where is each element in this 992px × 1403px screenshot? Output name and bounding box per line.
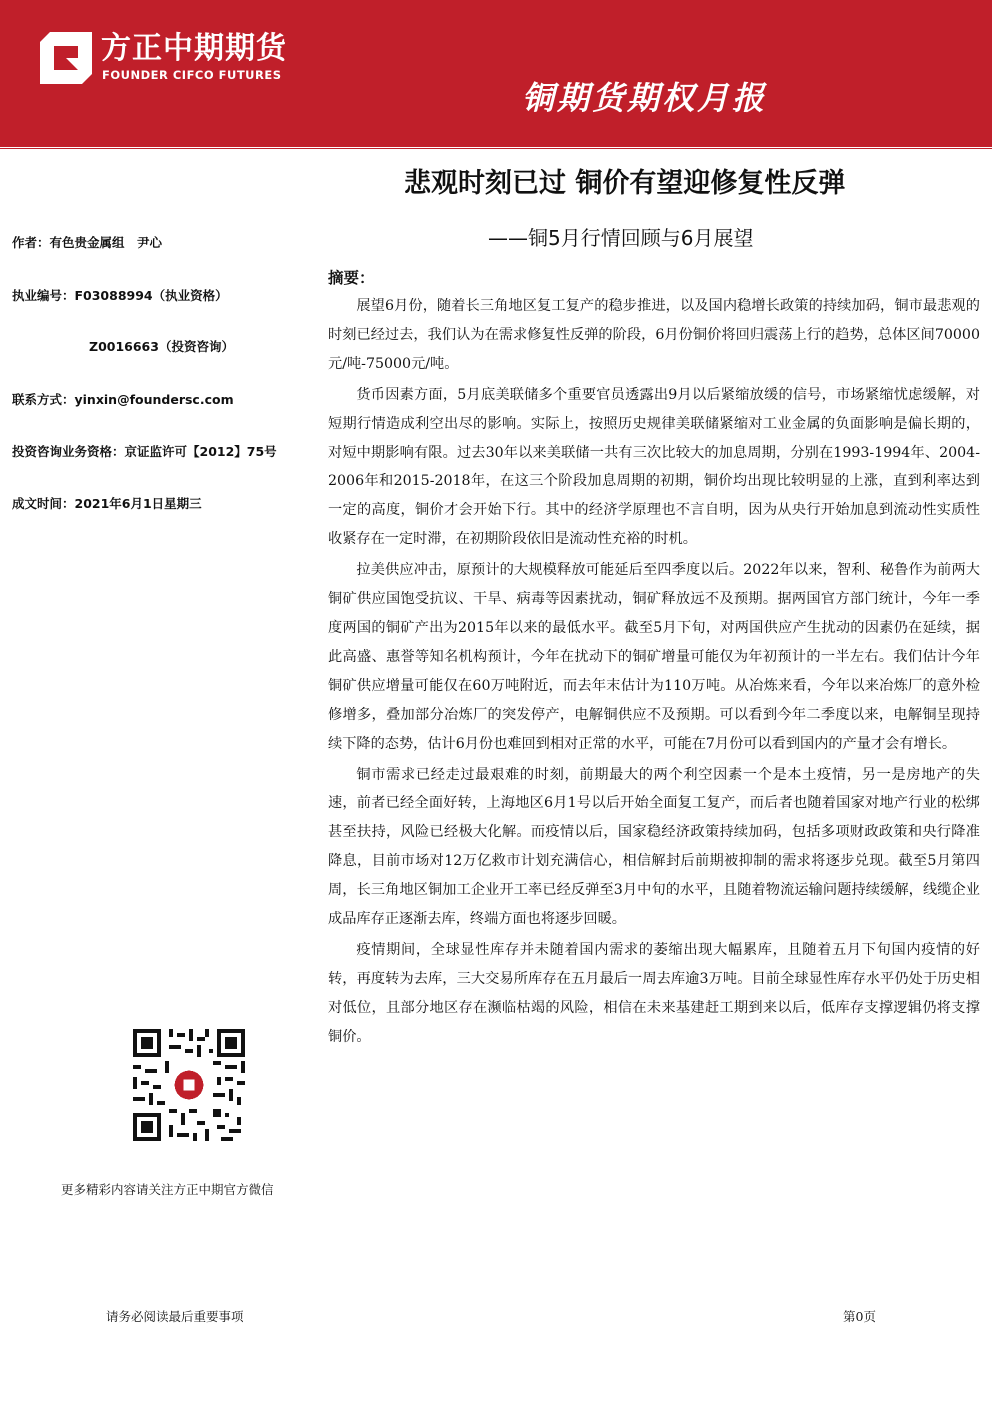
brand-name-en: FOUNDER CIFCO FUTURES: [102, 68, 282, 82]
report-title: 悲观时刻已过 铜价有望迎修复性反弹: [404, 168, 846, 199]
abstract-paragraph: 疫情期间，全球显性库存并未随着国内需求的萎缩出现大幅累库，且随着五月下旬国内疫情的好转，再度转为去库，三大交易所库存在五月最后一周去库逾3万吨。目前全球显性库存水平仍处于历史相对低位，且部分地区存在濒临枯竭的风险，相信在未来基建赶工期到来以后，低库存支撑逻辑仍将支撑铜价。: [328, 941, 980, 1045]
qualification-line: 投资咨询业务资格：京证监许可【2012】75号: [12, 444, 277, 459]
footer-notice: 请务必阅读最后重要事项: [106, 1309, 244, 1324]
qr-caption: 更多精彩内容请关注方正中期官方微信: [61, 1182, 274, 1197]
report-header: [0, 0, 992, 147]
date-line: 成文时间：2021年6月1日星期三: [12, 496, 202, 511]
abstract-paragraph: 拉美供应冲击，原预计的大规模释放可能延后至四季度以后。2022年以来，智利、秘鲁作为前两大铜矿供应国饱受抗议、干旱、病毒等因素扰动，铜矿释放远不及预期。据两国官方部门统计，今年一季度两国的铜矿产出为2015年以来的最低水平。截至5月下旬，对两国供应产生扰动的因素仍在延续，据此高盛、惠誉等知名机构预计，今年在扰动下的铜矿增量可能仅为年初预计的一半左右。我们估计今年铜矿供应增量可能仅在60万吨附近，而去年末估计为110万吨。从冶炼来看，今年以来冶炼厂的意外检修增多，叠加部分冶炼厂的突发停产，电解铜供应不及预期。可以看到今年二季度以来，电解铜呈现持续下降的态势，估计6月份也难回到相对正常的水平，可能在7月份可以看到国内的产量才会有增长。: [328, 562, 980, 752]
header-divider: [0, 148, 992, 149]
consulting-license-line: Z0016663（投资咨询）: [89, 339, 234, 354]
contact-line: 联系方式：yinxin@foundersc.com: [12, 392, 234, 407]
founder-logo-icon: [40, 32, 92, 84]
abstract-paragraph: 货币因素方面，5月底美联储多个重要官员透露出9月以后紧缩放缓的信号，市场紧缩忧虑缓解，对短期行情造成利空出尽的影响。实际上，按照历史规律美联储紧缩对工业金属的负面影响是偏长期的，对短中期影响有限。过去30年以来美联储一共有三次比较大的加息周期，分别在1993-1994年、2004-2006年和2015-2018年，在这三个阶段加息周期的初期，铜价均出现比较明显的上涨，直到利率达到一定的高度，铜价才会开始下行。其中的经济学原理也不言自明，因为从央行开始加息到流动性实质性收紧存在一定时滞，在初期阶段依旧是流动性充裕的时机。: [328, 386, 980, 548]
wechat-qr-code-icon: [133, 1029, 245, 1141]
abstract-section: [328, 264, 980, 1054]
report-subtitle: ——铜5月行情回顾与6月展望: [488, 226, 754, 250]
author-line: 作者：有色贵金属组 尹心: [12, 235, 163, 250]
abstract-heading: 摘要：: [328, 269, 375, 287]
license-number-line: 执业编号：F03088994（执业资格）: [12, 288, 228, 303]
abstract-paragraph: 铜市需求已经走过最艰难的时刻，前期最大的两个利空因素一个是本土疫情，另一是房地产的失速，前者已经全面好转，上海地区6月1号以后开始全面复工复产，而后者也随着国家对地产行业的松绑甚至扶持，风险已经极大化解。而疫情以后，国家稳经济政策持续加码，包括多项财政政策和央行降准降息，目前市场对12万亿救市计划充满信心，相信解封后前期被抑制的需求将逐步兑现。截至5月第四周，长三角地区铜加工企业开工率已经反弹至3月中旬的水平，且随着物流运输问题持续缓解，线缆企业成品库存正逐渐去库，终端方面也将逐步回暖。: [328, 766, 980, 928]
abstract-paragraph: 展望6月份，随着长三角地区复工复产的稳步推进，以及国内稳增长政策的持续加码，铜市最悲观的时刻已经过去，我们认为在需求修复性反弹的阶段，6月份铜价将回归震荡上行的趋势，总体区间70000元/吨-75000元/吨。: [328, 298, 980, 372]
page-number: 第0页: [843, 1309, 876, 1324]
report-series-name: 铜期货期权月报: [521, 79, 767, 117]
brand-name-cn: 方正中期期货: [101, 31, 287, 66]
